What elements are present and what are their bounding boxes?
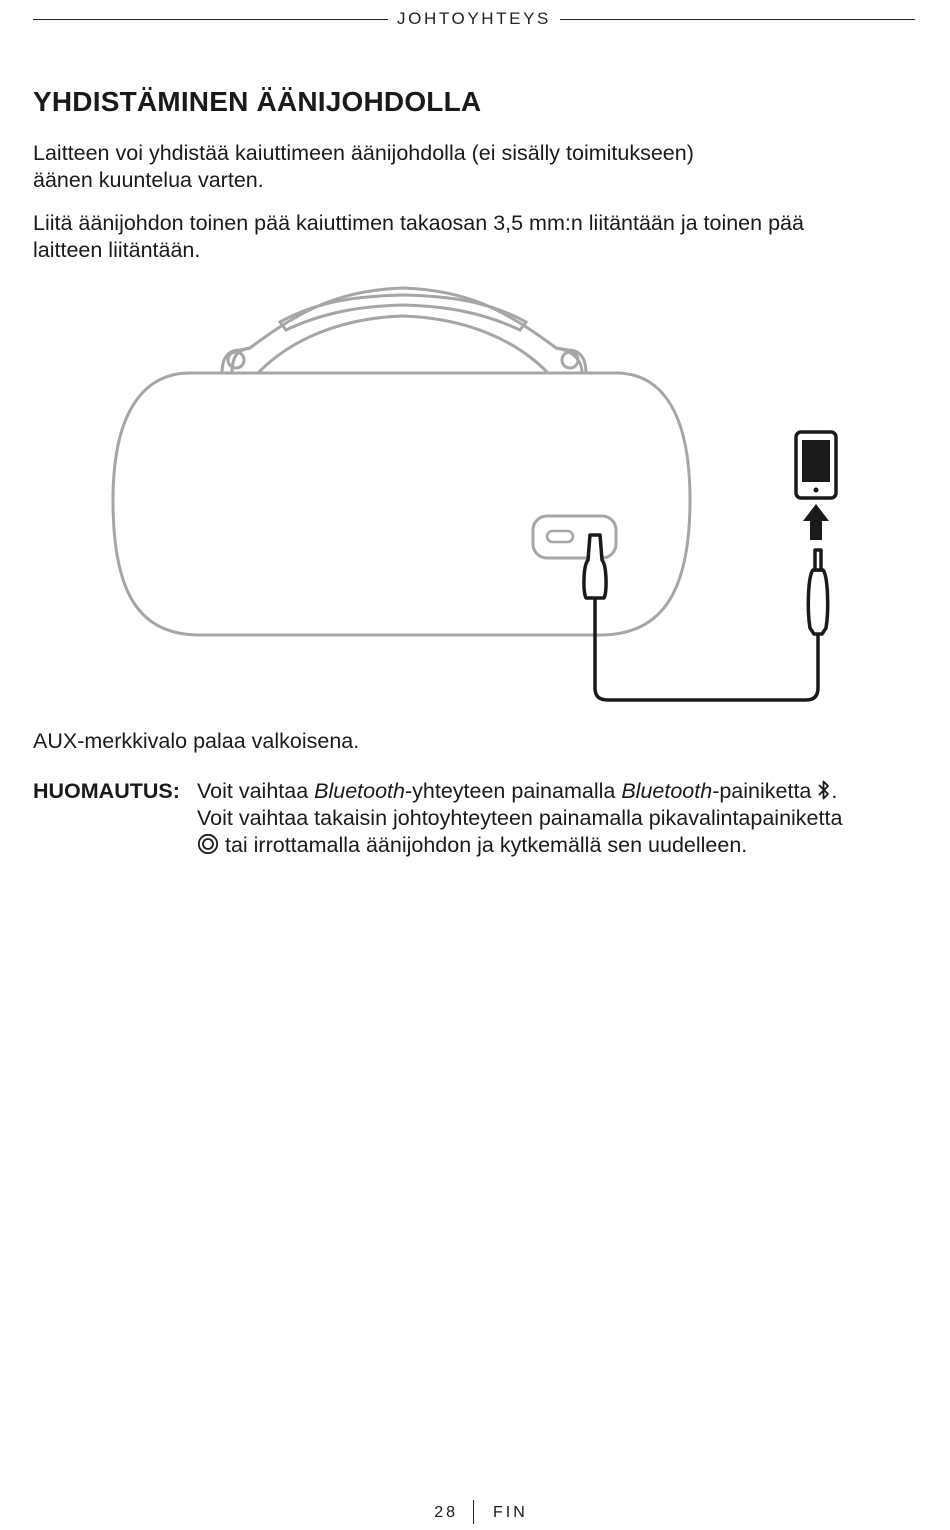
section-header [33, 8, 915, 30]
note-text: Voit vaihtaa [197, 779, 315, 803]
mobile-device-icon [796, 432, 836, 498]
note-text: -painiketta [712, 779, 818, 803]
note-line-3 [197, 832, 917, 859]
aux-port [547, 531, 573, 542]
shortcut-button-icon [197, 833, 219, 855]
speaker-side-plug [584, 535, 606, 598]
intro-line-1: Laitteen voi yhdistää kaiuttimeen äänijohdolla (ei sisälly toimitukseen) [33, 141, 694, 165]
speaker-handle [222, 288, 586, 373]
note-bluetooth-term: Bluetooth [314, 779, 405, 803]
aux-port-housing [533, 516, 616, 558]
header-rule-right [560, 19, 915, 20]
bluetooth-icon [817, 779, 831, 801]
note-text: -yhteyteen painamalla [405, 779, 622, 803]
page-footer [0, 1500, 950, 1530]
language-code: FIN [493, 1504, 528, 1521]
cable-wire [595, 598, 818, 700]
connect-paragraph [33, 210, 804, 264]
audio-cable [584, 535, 828, 700]
note-line-2: Voit vaihtaa takaisin johtoyhteyteen painamalla pikavalintapainiketta [197, 806, 843, 830]
connect-line-1: Liitä äänijohdon toinen pää kaiuttimen takaosan 3,5 mm:n liitäntään ja toinen pää [33, 211, 804, 235]
note-text: . [831, 779, 838, 803]
connect-line-2: laitteen liitäntään. [33, 238, 201, 262]
intro-paragraph [33, 140, 694, 194]
speaker-connection-illustration [100, 282, 860, 712]
device-side-plug [808, 570, 827, 634]
intro-line-2: äänen kuuntelua varten. [33, 168, 264, 192]
footer-separator [473, 1500, 474, 1524]
note-text: tai irrottamalla äänijohdon ja kytkemällä sen uudelleen. [219, 833, 748, 857]
note-line-1 [197, 778, 917, 805]
header-rule-left [33, 19, 388, 20]
aux-status-text: AUX-merkkivalo palaa valkoisena. [33, 729, 360, 753]
up-arrow-icon [803, 504, 829, 540]
note-bluetooth-term: Bluetooth [621, 779, 713, 803]
page-number: 28 [434, 1504, 458, 1521]
note-body [197, 778, 917, 859]
page-heading: YHDISTÄMINEN ÄÄNIJOHDOLLA [33, 86, 482, 117]
section-title: JOHTOYHTEYS [397, 9, 551, 28]
note-label: HUOMAUTUS: [33, 779, 180, 803]
